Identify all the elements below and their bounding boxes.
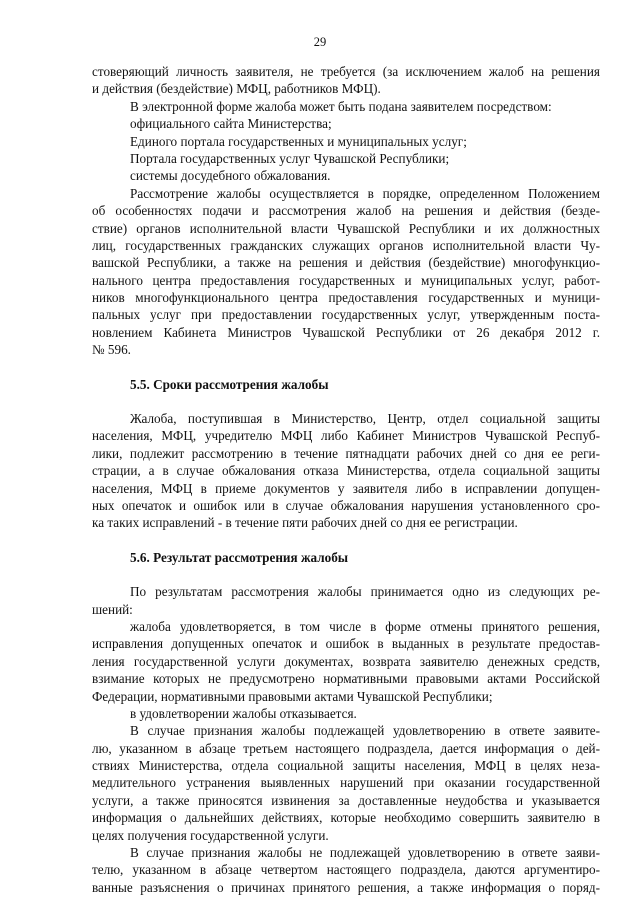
text-line: медлительного устранения выявленных нарушений при оказании государственной (92, 775, 600, 791)
text-line: населения, МФЦ, учредителю МФЦ либо Кабинет Министров Чувашской Респуб- (92, 428, 600, 444)
text-line: Федерации, нормативными правовыми актами Чувашской Республики; (92, 688, 493, 704)
text-line: об особенностях подачи и рассмотрения жалоб на решения и действия (безде- (92, 203, 600, 219)
text-line: нального центра предоставления государственных и муниципальных услуг, работ- (92, 272, 600, 288)
text-line: информация о дальнейших действиях, которые необходимо совершить заявителю в (92, 810, 600, 826)
document-body (92, 63, 600, 896)
text-line: № 596. (92, 342, 131, 358)
text-line: новлением Кабинета Министров Чувашской Республики от 26 декабря 2012 г. (92, 324, 600, 340)
text-line: целях получения государственной услуги. (92, 827, 329, 843)
text-line: лю, указанном в абзаце третьем настоящего подраздела, дается информация о дей- (92, 740, 600, 756)
paragraph-gap (92, 566, 600, 583)
page-number: 29 (313, 35, 327, 49)
text-line: телю, указанном в абзаце четвертом настоящего подраздела, даются аргументиро- (92, 862, 600, 878)
text-line: ных опечаток и ошибок или в случае обжалования нарушения установленного сро- (92, 497, 600, 513)
text-line: ка таких исправлений - в течение пяти рабочих дней со дня ее регистрации. (92, 515, 518, 531)
text-line: ванные разъяснения о причинах принятого решения, а также информация о поряд- (92, 879, 600, 895)
paragraph-gap (92, 532, 600, 549)
text-line: населения, МФЦ в приеме документов у заявителя либо в исправлении допущен- (92, 480, 600, 496)
text-line: лики, подлежит рассмотрению в течение пятнадцати рабочих дней со дня ее реги- (92, 445, 600, 461)
text-line: вашской Республики, а также на решения и действия (бездействие) многофункцио- (92, 255, 600, 271)
text-line: шений: (92, 601, 133, 617)
text-line: В случае признания жалобы не подлежащей удовлетворению в ответе заяви- (130, 845, 600, 861)
text-line: В электронной форме жалоба может быть подана заявителем посредством: (130, 98, 552, 114)
text-line: ления государственной услуги документах, возврата заявителю денежных средств, (92, 653, 600, 669)
text-line: По результатам рассмотрения жалобы принимается одно из следующих ре- (130, 584, 600, 600)
text-line: взимание которых не предусмотрено нормативными правовыми актами Российской (92, 671, 600, 687)
text-line: услуги, а также приносятся извинения за доставленные неудобства и указывается (92, 792, 600, 808)
text-line: Единого портала государственных и муниципальных услуг; (130, 133, 467, 149)
text-line: страции, а в случае обжалования отказа Министерства, отдела социальной защиты (92, 463, 600, 479)
text-line: лиц, государственных гражданских служащих органов исполнительной власти Чу- (92, 237, 600, 253)
text-line: системы досудебного обжалования. (130, 168, 331, 184)
paragraph-gap (92, 359, 600, 376)
text-line: и действия (бездействие) МФЦ, работников МФЦ). (92, 81, 381, 97)
text-line: ствиях Министерства, отдела социальной защиты населения, МФЦ в целях неза- (92, 758, 600, 774)
text-line: Жалоба, поступившая в Министерство, Центр, отдел социальной защиты (130, 411, 600, 427)
section-heading: 5.5. Сроки рассмотрения жалобы (130, 376, 329, 392)
text-line: Портала государственных услуг Чувашской Республики; (130, 150, 450, 166)
text-line: исправления допущенных опечаток и ошибок в выданных в результате предостав- (92, 636, 600, 652)
text-line: ствие) органов исполнительной власти Чувашской Республики и их должностных (92, 220, 600, 236)
text-line: стоверяющий личность заявителя, не требуется (за исключением жалоб на решения (92, 64, 600, 79)
section-heading: 5.6. Результат рассмотрения жалобы (130, 549, 349, 565)
text-line: жалоба удовлетворяется, в том числе в форме отмены принятого решения, (130, 618, 600, 634)
text-line: В случае признания жалобы подлежащей удовлетворению в ответе заявите- (130, 723, 600, 739)
text-line: Рассмотрение жалобы осуществляется в порядке, определенном Положением (130, 185, 600, 201)
text-line: пальных услуг при предоставлении государственных услуг, утвержденным поста- (92, 307, 600, 323)
text-line: официального сайта Министерства; (130, 116, 332, 132)
text-line: в удовлетворении жалобы отказывается. (130, 705, 357, 721)
text-line: ников многофункционального центра предоставления государственных и муници- (92, 290, 600, 306)
paragraph-gap (92, 393, 600, 410)
